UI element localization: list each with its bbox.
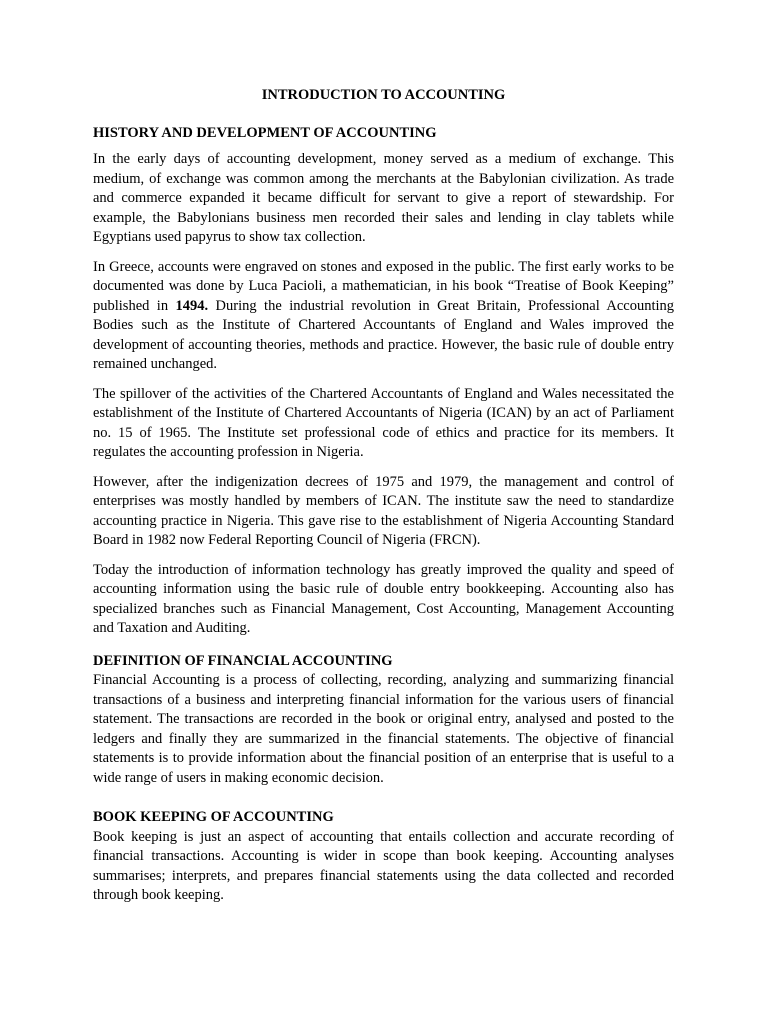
document-page [93,86,674,906]
financial-accounting-heading: DEFINITION OF FINANCIAL ACCOUNTING [93,652,393,669]
book-keeping-heading: BOOK KEEPING OF ACCOUNTING [93,809,334,825]
history-paragraph-2-text-b: During the industrial revolution in Great Britain, Professional Accounting Bodies such as the Institute of Chartered Accountants of England and Wales improved the development of accounting theories, methods and practice. However, the basic rule of double entry remained unchanged. [93,297,675,372]
financial-accounting-paragraph: Financial Accounting is a process of collecting, recording, analyzing and summarizing financial transactions of a business and interpreting financial information for the various users of financial statement. The transactions are recorded in the book or original entry, analysed and posted to the ledgers and finally they are summarized in the financial statements. The objective of financial statements is to provide information about the financial position of an enterprise that is useful to a wide range of users in making economic decision. [93,672,674,786]
book-keeping-paragraph: Book keeping is just an aspect of accounting that entails collection and accurate recording of financial transactions. Accounting is wider in scope than book keeping. Accounting analyses summarises; interprets, and prepares financial statements using the data collected and recorded through book keeping. [93,828,674,903]
history-paragraph-4: However, after the indigenization decrees of 1975 and 1979, the management and control of enterprises was mostly handled by members of ICAN. The institute saw the need to standardize accounting practice in Nigeria. This gave rise to the establishment of Nigeria Accounting Standard Board in 1982 now Federal Reporting Council of Nigeria (FRCN). [93,473,674,548]
document-title: INTRODUCTION TO ACCOUNTING [261,87,506,103]
history-paragraph-2 [93,258,674,375]
year-1494: 1494. [175,297,209,314]
history-paragraph-2-text-a: In Greece, accounts were engraved on stones and exposed in the public. The first early works to be documented was done by Luca Pacioli, a mathematician, in his book “Treatise of Book Keeping” published in [93,258,674,314]
history-heading: HISTORY AND DEVELOPMENT OF ACCOUNTING [93,124,437,141]
history-paragraph-3: The spillover of the activities of the Chartered Accountants of England and Wales necessitated the establishment of the Institute of Chartered Accountants of Nigeria (ICAN) by an act of Parliament no. 15 of 1965. The Institute set professional code of ethics and practice for its members. It regulates the accounting profession in Nigeria. [93,385,674,460]
history-paragraph-5: Today the introduction of information technology has greatly improved the quality and speed of accounting information using the basic rule of double entry bookkeeping. Accounting also has specialized branches such as Financial Management, Cost Accounting, Management Accounting and Taxation and Auditing. [93,561,674,636]
history-paragraph-1: In the early days of accounting development, money served as a medium of exchange. This medium, of exchange was common among the merchants at the Babylonian civilization. As trade and commerce expanded it became difficult for servant to give a report of stewardship. For example, the Babylonians business men recorded their sales and lending in clay tablets while Egyptians used papyrus to show tax collection. [93,151,674,245]
